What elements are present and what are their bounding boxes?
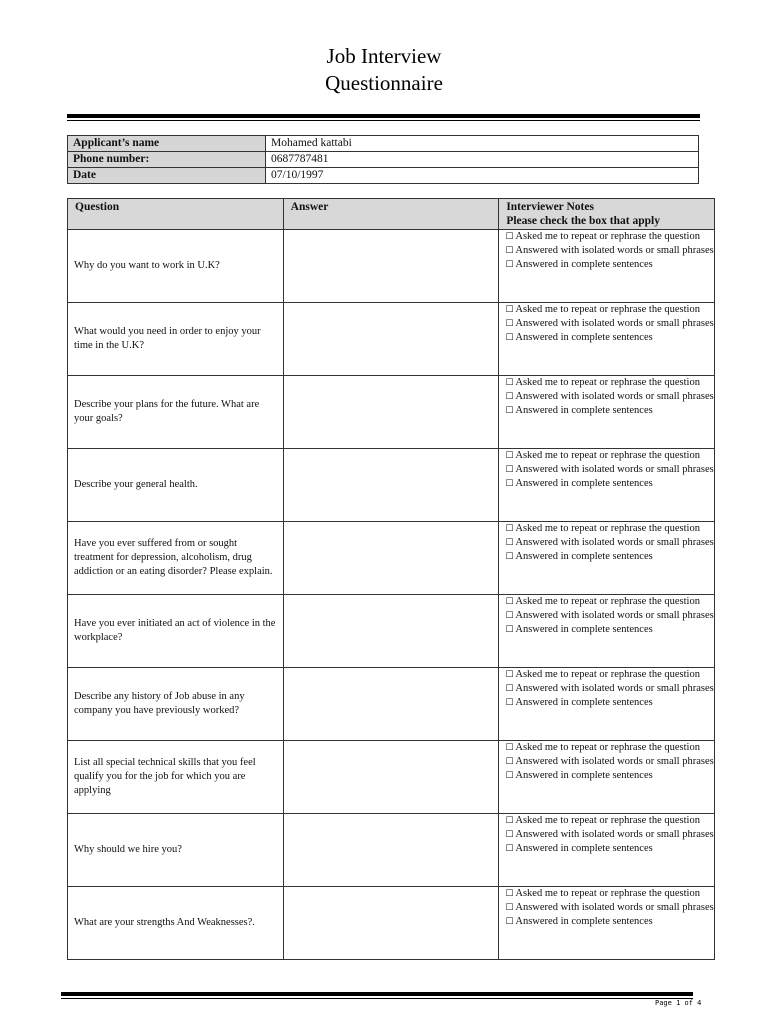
note-option[interactable] [505, 230, 714, 244]
note-option-label: Asked me to repeat or rephrase the question [515, 231, 700, 242]
interviewer-notes-cell [499, 376, 715, 449]
note-option[interactable] [505, 741, 714, 755]
note-option-label: Answered in complete sentences [515, 770, 653, 781]
info-row-name [68, 136, 699, 152]
checkbox-icon[interactable]: ☐ [505, 743, 514, 753]
note-option[interactable] [505, 317, 714, 331]
phone-number-value[interactable]: 0687787481 [266, 152, 699, 168]
page-number: Page 1 of 4 [655, 999, 702, 1007]
note-option[interactable] [505, 623, 714, 637]
note-option[interactable] [505, 536, 714, 550]
question-text: Describe any history of Job abuse in any company you have previously worked? [68, 668, 284, 741]
checkbox-icon[interactable]: ☐ [505, 260, 514, 270]
date-value[interactable]: 07/10/1997 [266, 168, 699, 184]
note-option-label: Answered in complete sentences [515, 843, 653, 854]
interviewer-notes-cell [499, 595, 715, 668]
question-row [68, 303, 715, 376]
question-text: Have you ever suffered from or sought treatment for depression, alcoholism, drug addiction or an eating disorder? Please explain. [68, 522, 284, 595]
checkbox-icon[interactable]: ☐ [505, 757, 514, 767]
footer-rule [61, 992, 693, 996]
note-option[interactable] [505, 696, 714, 710]
checkbox-icon[interactable]: ☐ [505, 406, 514, 416]
note-option[interactable] [505, 755, 714, 769]
note-option-label: Answered with isolated words or small phrases [515, 902, 714, 913]
phone-number-label: Phone number: [68, 152, 266, 168]
question-row [68, 449, 715, 522]
note-option-label: Answered with isolated words or small phrases [515, 829, 714, 840]
notes-header-instruction: Please check the box that apply [506, 215, 660, 227]
note-option-label: Asked me to repeat or rephrase the question [515, 815, 700, 826]
answer-cell[interactable] [283, 449, 499, 522]
note-option-label: Answered with isolated words or small phrases [515, 537, 714, 548]
checkbox-icon[interactable]: ☐ [505, 830, 514, 840]
interviewer-notes-cell [499, 522, 715, 595]
note-option[interactable] [505, 404, 714, 418]
applicant-info-table [67, 135, 699, 184]
checkbox-icon[interactable]: ☐ [505, 611, 514, 621]
question-text: List all special technical skills that you feel qualify you for the job for which you are applying [68, 741, 284, 814]
checkbox-icon[interactable]: ☐ [505, 246, 514, 256]
question-row [68, 668, 715, 741]
checkbox-icon[interactable]: ☐ [505, 625, 514, 635]
question-row [68, 741, 715, 814]
question-column-header: Question [68, 199, 284, 230]
questionnaire-table [67, 198, 715, 960]
notes-column-header [499, 199, 715, 230]
interviewer-notes-cell [499, 741, 715, 814]
answer-cell[interactable] [283, 741, 499, 814]
title-line-2: Questionnaire [325, 71, 443, 95]
note-option-label: Answered with isolated words or small phrases [515, 391, 714, 402]
question-text: Describe your plans for the future. What are your goals? [68, 376, 284, 449]
note-option[interactable] [505, 814, 714, 828]
note-option[interactable] [505, 682, 714, 696]
title-line-1: Job Interview [326, 44, 442, 68]
note-option-label: Answered with isolated words or small phrases [515, 318, 714, 329]
checkbox-icon[interactable]: ☐ [505, 538, 514, 548]
note-option-label: Asked me to repeat or rephrase the question [515, 304, 700, 315]
note-option[interactable] [505, 887, 714, 901]
question-row [68, 376, 715, 449]
checkbox-icon[interactable]: ☐ [505, 844, 514, 854]
note-option[interactable] [505, 522, 714, 536]
checkbox-icon[interactable]: ☐ [505, 378, 514, 388]
interviewer-notes-cell [499, 230, 715, 303]
checkbox-icon[interactable]: ☐ [505, 597, 514, 607]
checkbox-icon[interactable]: ☐ [505, 333, 514, 343]
note-option[interactable] [505, 828, 714, 842]
note-option-label: Asked me to repeat or rephrase the question [515, 888, 700, 899]
note-option[interactable] [505, 769, 714, 783]
question-row [68, 814, 715, 887]
note-option[interactable] [505, 668, 714, 682]
answer-column-header: Answer [283, 199, 499, 230]
note-option-label: Answered with isolated words or small phrases [515, 610, 714, 621]
note-option-label: Answered with isolated words or small phrases [515, 756, 714, 767]
note-option[interactable] [505, 901, 714, 915]
note-option[interactable] [505, 842, 714, 856]
answer-cell[interactable] [283, 887, 499, 960]
note-option-label: Answered in complete sentences [515, 405, 653, 416]
checkbox-icon[interactable]: ☐ [505, 319, 514, 329]
note-option-label: Answered in complete sentences [515, 259, 653, 270]
applicant-name-value[interactable]: Mohamed kattabi [266, 136, 699, 152]
checkbox-icon[interactable]: ☐ [505, 917, 514, 927]
note-option-label: Answered in complete sentences [515, 551, 653, 562]
info-row-date [68, 168, 699, 184]
note-option[interactable] [505, 477, 714, 491]
note-option-label: Answered in complete sentences [515, 478, 653, 489]
question-row [68, 230, 715, 303]
note-option[interactable] [505, 463, 714, 477]
answer-cell[interactable] [283, 230, 499, 303]
question-row [68, 887, 715, 960]
answer-cell[interactable] [283, 303, 499, 376]
note-option-label: Answered in complete sentences [515, 916, 653, 927]
note-option[interactable] [505, 258, 714, 272]
applicant-name-label: Applicant’s name [68, 136, 266, 152]
note-option[interactable] [505, 244, 714, 258]
answer-cell[interactable] [283, 522, 499, 595]
interviewer-notes-cell [499, 887, 715, 960]
note-option-label: Answered in complete sentences [515, 697, 653, 708]
notes-header-title: Interviewer Notes [506, 201, 594, 213]
note-option-label: Answered with isolated words or small phrases [515, 245, 714, 256]
note-option[interactable] [505, 609, 714, 623]
note-option-label: Asked me to repeat or rephrase the question [515, 742, 700, 753]
note-option[interactable] [505, 449, 714, 463]
checkbox-icon[interactable]: ☐ [505, 392, 514, 402]
checkbox-icon[interactable]: ☐ [505, 552, 514, 562]
note-option[interactable] [505, 595, 714, 609]
question-text: What would you need in order to enjoy your time in the U.K? [68, 303, 284, 376]
date-label: Date [68, 168, 266, 184]
answer-cell[interactable] [283, 595, 499, 668]
note-option-label: Answered in complete sentences [515, 332, 653, 343]
checkbox-icon[interactable]: ☐ [505, 889, 514, 899]
interviewer-notes-cell [499, 814, 715, 887]
checkbox-icon[interactable]: ☐ [505, 670, 514, 680]
answer-cell[interactable] [283, 814, 499, 887]
note-option[interactable] [505, 915, 714, 929]
question-text: What are your strengths And Weaknesses?. [68, 887, 284, 960]
question-row [68, 522, 715, 595]
note-option-label: Answered in complete sentences [515, 624, 653, 635]
note-option[interactable] [505, 550, 714, 564]
checkbox-icon[interactable]: ☐ [505, 903, 514, 913]
checkbox-icon[interactable]: ☐ [505, 305, 514, 315]
checkbox-icon[interactable]: ☐ [505, 479, 514, 489]
note-option[interactable] [505, 331, 714, 345]
checkbox-icon[interactable]: ☐ [505, 771, 514, 781]
note-option[interactable] [505, 303, 714, 317]
note-option-label: Asked me to repeat or rephrase the question [515, 669, 700, 680]
note-option[interactable] [505, 376, 714, 390]
note-option-label: Answered with isolated words or small phrases [515, 464, 714, 475]
note-option-label: Asked me to repeat or rephrase the question [515, 596, 700, 607]
interviewer-notes-cell [499, 303, 715, 376]
checkbox-icon[interactable]: ☐ [505, 232, 514, 242]
checkbox-icon[interactable]: ☐ [505, 816, 514, 826]
question-text: Why should we hire you? [68, 814, 284, 887]
question-text: Why do you want to work in U.K? [68, 230, 284, 303]
question-text: Describe your general health. [68, 449, 284, 522]
note-option-label: Asked me to repeat or rephrase the question [515, 377, 700, 388]
question-row [68, 595, 715, 668]
checkbox-icon[interactable]: ☐ [505, 465, 514, 475]
header-rule [67, 114, 700, 118]
note-option-label: Answered with isolated words or small phrases [515, 683, 714, 694]
note-option-label: Asked me to repeat or rephrase the question [515, 523, 700, 534]
question-text: Have you ever initiated an act of violence in the workplace? [68, 595, 284, 668]
interviewer-notes-cell [499, 449, 715, 522]
interviewer-notes-cell [499, 668, 715, 741]
note-option-label: Asked me to repeat or rephrase the question [515, 450, 700, 461]
document-title [0, 43, 768, 97]
checkbox-icon[interactable]: ☐ [505, 684, 514, 694]
table-header-row [68, 199, 715, 230]
checkbox-icon[interactable]: ☐ [505, 698, 514, 708]
info-row-phone [68, 152, 699, 168]
checkbox-icon[interactable]: ☐ [505, 451, 514, 461]
answer-cell[interactable] [283, 376, 499, 449]
note-option[interactable] [505, 390, 714, 404]
checkbox-icon[interactable]: ☐ [505, 524, 514, 534]
answer-cell[interactable] [283, 668, 499, 741]
